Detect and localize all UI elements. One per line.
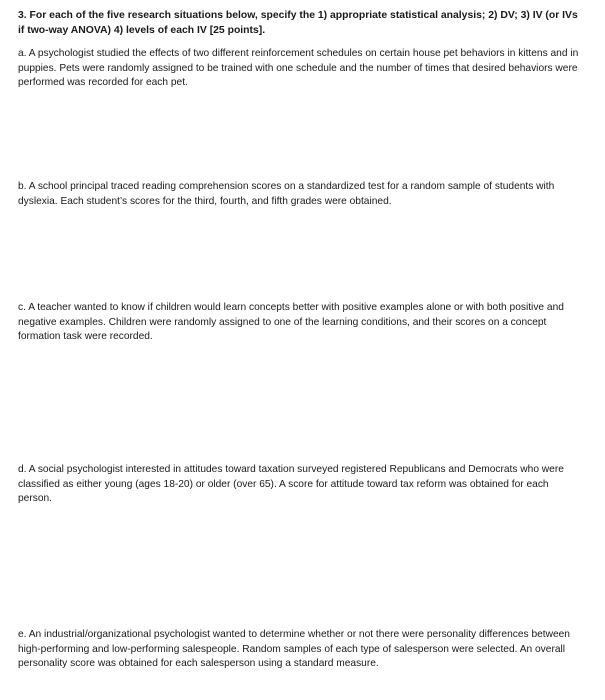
research-situation-c: c. A teacher wanted to know if children would learn concepts better with positive examples alone or with both positive and negative examples. Children were randomly assigned to one of the learning conditions, and their scores on a concept formation task were recorded. bbox=[18, 302, 564, 342]
research-situation-e: e. An industrial/organizational psychologist wanted to determine whether or not there were personality differences between high-performing and low-performing salespeople. Random samples of each type of salesperson were selected. An overall personality score was obtained for each salesperson using a standard measure. bbox=[18, 629, 570, 669]
research-situation-d: d. A social psychologist interested in attitudes toward taxation surveyed registered Republicans and Democrats who were classified as either young (ages 18-20) or older (over 65). A score for attitude toward tax reform was obtained for each person. bbox=[18, 464, 564, 504]
research-situation-b: b. A school principal traced reading comprehension scores on a standardized test for a random sample of students with dyslexia. Each student’s scores for the third, fourth, and fifth grades were obtained. bbox=[18, 181, 555, 207]
question-header: 3. For each of the five research situations below, specify the 1) appropriate statistical analysis; 2) DV; 3) IV (or IVs if two-way ANOVA) 4) levels of each IV [25 points]. bbox=[18, 10, 578, 36]
research-situation-a: a. A psychologist studied the effects of two different reinforcement schedules on certain house pet behaviors in kittens and in puppies. Pets were randomly assigned to be trained with one schedule and the number of times that desired behaviors were performed was recorded for each pet. bbox=[18, 48, 579, 88]
